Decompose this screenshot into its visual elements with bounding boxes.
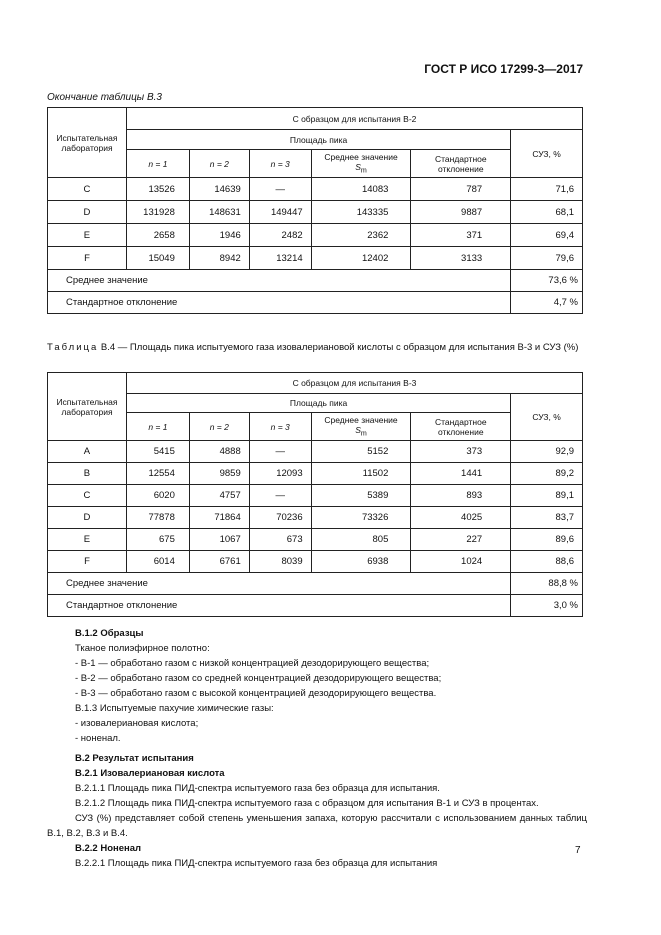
section-b12-title: B.1.2 Образцы [75, 628, 144, 639]
col-n3: n = 3 [249, 413, 311, 441]
table-cell: 3133 [411, 247, 511, 270]
table-cell: C [48, 485, 127, 507]
table-row [48, 224, 583, 247]
table-cell: 371 [411, 224, 511, 247]
table-cell: 675 [126, 529, 189, 551]
table-cell: 8942 [189, 247, 249, 270]
table-cell: 805 [311, 529, 411, 551]
table-cell: 5389 [311, 485, 411, 507]
body-text [47, 626, 587, 871]
document-header: ГОСТ Р ИСО 17299-3—2017 [424, 62, 583, 76]
table-cell: 1441 [411, 463, 511, 485]
table-cell: 12554 [126, 463, 189, 485]
table-cell: 89,2 [511, 463, 583, 485]
table-cell: 11502 [311, 463, 411, 485]
lab-header: Испытательная лаборатория [48, 373, 127, 441]
para-fabric: Тканое полиэфирное полотно: [75, 643, 210, 654]
table-cell: 8039 [249, 551, 311, 573]
table-cell: 148631 [189, 201, 249, 224]
table-cell: 92,9 [511, 441, 583, 463]
table-cell: 6938 [311, 551, 411, 573]
table-cell: 4757 [189, 485, 249, 507]
table-cell: 88,6 [511, 551, 583, 573]
col-std: Стандартное отклонение [411, 150, 511, 178]
table-cell: 89,6 [511, 529, 583, 551]
list-item-b2: - В-2 — обработано газом со средней концентрацией дезодорирующего вещества; [75, 673, 442, 684]
table-cell: 89,1 [511, 485, 583, 507]
table-cell: 2362 [311, 224, 411, 247]
table-cell: 77878 [126, 507, 189, 529]
table-cell: B [48, 463, 127, 485]
table-cell: 4025 [411, 507, 511, 529]
table-cell: 12402 [311, 247, 411, 270]
table-cell: 70236 [249, 507, 311, 529]
std-row-value: 3,0 % [511, 595, 583, 617]
para-b211: В.2.1.1 Площадь пика ПИД-спектра испытуемого газа без образца для испытания. [75, 783, 440, 794]
col-n2: n = 2 [189, 413, 249, 441]
suz-header: СУЗ, % [511, 130, 583, 178]
group-header: С образцом для испытания В-3 [126, 373, 582, 394]
table-cell: F [48, 551, 127, 573]
table-cell: 9887 [411, 201, 511, 224]
table-cell: 13214 [249, 247, 311, 270]
mean-row-value: 73,6 % [511, 270, 583, 292]
table-cell: — [249, 485, 311, 507]
table-cell: 14083 [311, 178, 411, 201]
table-row [48, 485, 583, 507]
table-cell: E [48, 529, 127, 551]
section-b2-title: В.2 Результат испытания [75, 753, 194, 764]
para-suz: СУЗ (%) представляет собой степень уменьшения запаха, которую рассчитали с использованием данных таблиц В.1, В.2, В.3 и В.4. [47, 813, 587, 839]
table-cell: 15049 [126, 247, 189, 270]
table-cell: 73326 [311, 507, 411, 529]
col-n2: n = 2 [189, 150, 249, 178]
table-cell: 12093 [249, 463, 311, 485]
table-cell: 893 [411, 485, 511, 507]
table-row [48, 178, 583, 201]
table-b3 [47, 107, 583, 314]
mean-row-label: Среднее значение [48, 573, 511, 595]
table-cell: D [48, 507, 127, 529]
lab-header: Испытательная лаборатория [48, 108, 127, 178]
table-cell: 68,1 [511, 201, 583, 224]
table-cell: 6020 [126, 485, 189, 507]
table-cell: 143335 [311, 201, 411, 224]
std-row-label: Стандартное отклонение [48, 292, 511, 314]
list-item-isovaleric: - изовалериановая кислота; [75, 718, 199, 729]
table-cell: 71864 [189, 507, 249, 529]
table-cell: A [48, 441, 127, 463]
table-row [48, 507, 583, 529]
table-b4 [47, 372, 583, 617]
std-row-label: Стандартное отклонение [48, 595, 511, 617]
table-cell: 1946 [189, 224, 249, 247]
table-cell: 131928 [126, 201, 189, 224]
list-item-b1: - В-1 — обработано газом с низкой концентрацией дезодорирующего вещества; [75, 658, 430, 669]
table-cell: 5415 [126, 441, 189, 463]
col-n3: n = 3 [249, 150, 311, 178]
table-cell: 1024 [411, 551, 511, 573]
table-b3-caption: Окончание таблицы В.3 [47, 92, 162, 103]
table-cell: 4888 [189, 441, 249, 463]
para-b221: В.2.2.1 Площадь пика ПИД-спектра испытуемого газа без образца для испытания [75, 858, 438, 869]
table-cell: 673 [249, 529, 311, 551]
col-mean: Среднее значение $S_m$ [311, 413, 411, 441]
section-b21-title: В.2.1 Изовалериановая кислота [75, 768, 225, 779]
table-cell: E [48, 224, 127, 247]
table-cell: 2482 [249, 224, 311, 247]
table-cell: 6014 [126, 551, 189, 573]
table-cell: D [48, 201, 127, 224]
table-row [48, 551, 583, 573]
table-cell: F [48, 247, 127, 270]
table-row [48, 441, 583, 463]
table-cell: 69,4 [511, 224, 583, 247]
table-cell: — [249, 178, 311, 201]
table-row [48, 529, 583, 551]
page-number: 7 [575, 845, 581, 856]
para-b212: В.2.1.2 Площадь пика ПИД-спектра испытуемого газа с образцом для испытания В-1 и СУЗ в процентах. [75, 798, 539, 809]
mean-row-label: Среднее значение [48, 270, 511, 292]
list-item-nonenal: - ноненал. [75, 733, 121, 744]
table-cell: 83,7 [511, 507, 583, 529]
table-cell: 787 [411, 178, 511, 201]
table-cell: 149447 [249, 201, 311, 224]
table-row [48, 201, 583, 224]
table-cell: 2658 [126, 224, 189, 247]
table-cell: 14639 [189, 178, 249, 201]
table-cell: 79,6 [511, 247, 583, 270]
table-cell: 71,6 [511, 178, 583, 201]
mean-row-value: 88,8 % [511, 573, 583, 595]
peak-area-header: Площадь пика [126, 394, 510, 413]
table-b4-caption: Таблица В.4 — Площадь пика испытуемого газа изовалериановой кислоты с образцом для испытания В-3 и СУЗ (%) [47, 342, 579, 353]
table-cell: 1067 [189, 529, 249, 551]
table-row [48, 463, 583, 485]
std-row-value: 4,7 % [511, 292, 583, 314]
table-cell: 227 [411, 529, 511, 551]
list-item-b3: - В-3 — обработано газом с высокой концентрацией дезодорирующего вещества. [75, 688, 437, 699]
table-cell: — [249, 441, 311, 463]
peak-area-header: Площадь пика [126, 130, 510, 150]
table-cell: 6761 [189, 551, 249, 573]
col-std: Стандартное отклонение [411, 413, 511, 441]
section-b22-title: В.2.2 Ноненал [75, 843, 142, 854]
table-row [48, 247, 583, 270]
col-n1: n = 1 [126, 150, 189, 178]
col-mean: Среднее значение $S_m$ [311, 150, 411, 178]
table-cell: 373 [411, 441, 511, 463]
table-cell: 9859 [189, 463, 249, 485]
group-header: С образцом для испытания В-2 [126, 108, 582, 130]
para-b13: В.1.3 Испытуемые пахучие химические газы: [75, 703, 274, 714]
suz-header: СУЗ, % [511, 394, 583, 441]
table-cell: 5152 [311, 441, 411, 463]
col-n1: n = 1 [126, 413, 189, 441]
table-cell: C [48, 178, 127, 201]
table-cell: 13526 [126, 178, 189, 201]
